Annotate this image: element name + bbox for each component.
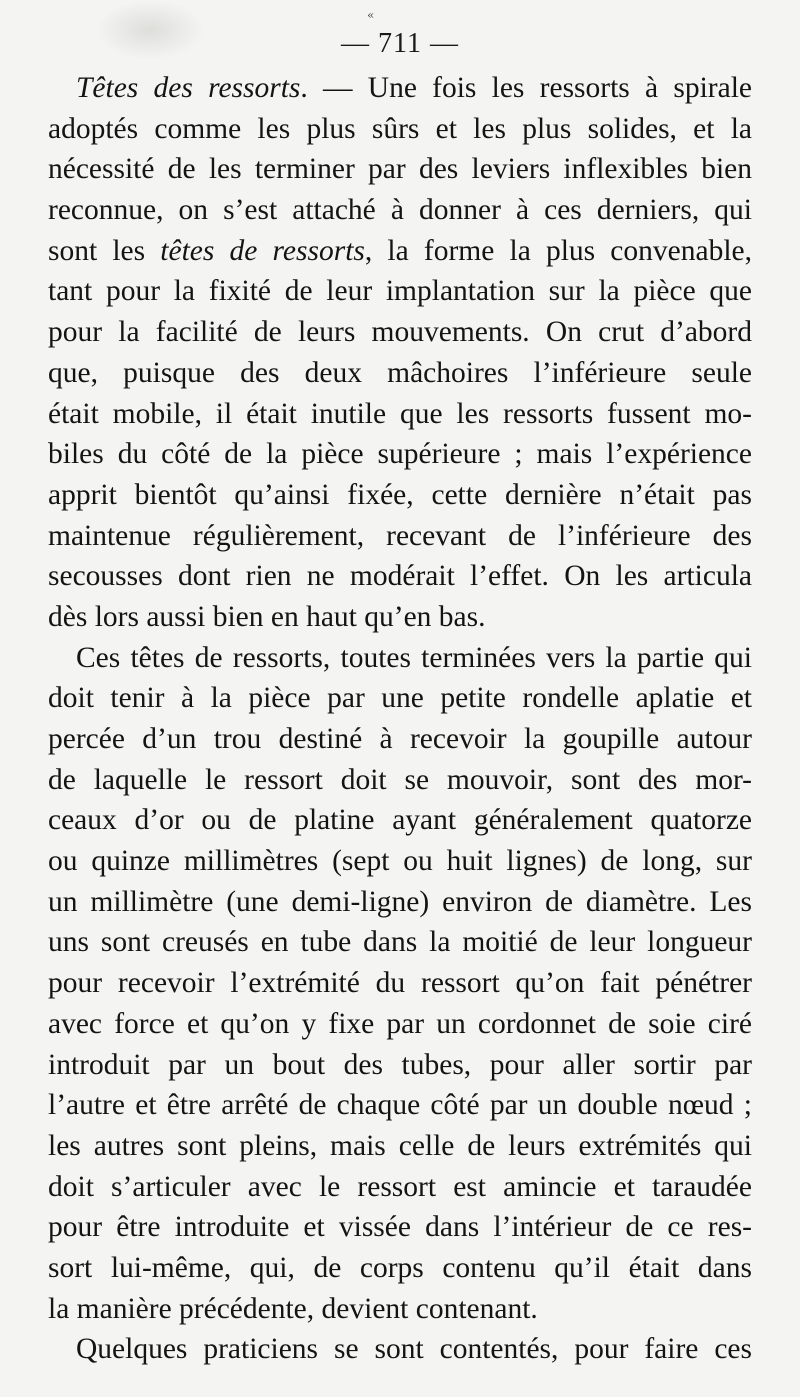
corner-mark: « [367, 8, 375, 22]
text-line: apprit bientôt qu’ainsi fixée, cette dernière n’était pas [48, 478, 752, 511]
text-line: secousses dont rien ne modérait l’effet. On les articula [48, 560, 752, 593]
text-line: que, puisque des deux mâchoires l’inférieure seule [48, 356, 752, 389]
text-line: maintenue régulièrement, recevant de l’inférieure des [48, 519, 752, 552]
text-line: biles du côté de la pièce supérieure ; mais l’expérience [48, 438, 752, 471]
body-text [48, 68, 752, 1370]
text-line: pour être introduite et vissée dans l’intérieur de ce res- [48, 1211, 752, 1244]
text-line: tant pour la fixité de leur implantation sur la pièce que [48, 275, 752, 308]
text-line: doit tenir à la pièce par une petite rondelle aplatie et [48, 682, 752, 715]
text-line: adoptés comme les plus sûrs et les plus solides, et la [48, 112, 752, 145]
text-line: uns sont creusés en tube dans la moitié de leur longueur [48, 926, 752, 959]
text-line: pour recevoir l’extrémité du ressort qu’on fait pénétrer [48, 967, 752, 1000]
text-line: avec force et qu’on y fixe par un cordonnet de soie ciré [48, 1007, 752, 1040]
text-line: de laquelle le ressort doit se mouvoir, sont des mor- [48, 763, 752, 796]
text-line: l’autre et être arrêté de chaque côté par un double nœud ; [48, 1089, 752, 1122]
text-line: la manière précédente, devient contenant. [48, 1292, 538, 1325]
text-line: reconnue, on s’est attaché à donner à ces derniers, qui [48, 194, 752, 227]
text-line: sort lui-même, qui, de corps contenu qu’il était dans [48, 1251, 752, 1284]
text-line: ou quinze millimètres (sept ou huit lignes) de long, sur [48, 845, 752, 878]
text-line: doit s’articuler avec le ressort est amincie et taraudée [48, 1170, 752, 1203]
text-line: un millimètre (une demi-ligne) environ de diamètre. Les [48, 885, 752, 918]
text-line: les autres sont pleins, mais celle de leurs extrémités qui [48, 1129, 752, 1162]
text-line: percée d’un trou destiné à recevoir la goupille autour [48, 723, 752, 755]
text-line: nécessité de les terminer par des leviers inflexibles bien [48, 153, 752, 186]
text-line: sont les têtes de ressorts, la forme la plus convenable, [48, 234, 753, 267]
text-line: Ces têtes de ressorts, toutes terminées vers la partie qui [76, 641, 752, 674]
text-line: Têtes des ressorts. — Une fois les ressorts à spirale [76, 72, 752, 104]
text-line: dès lors aussi bien en haut qu’en bas. [48, 600, 486, 633]
text-line: introduit par un bout des tubes, pour aller sortir par [48, 1048, 752, 1081]
text-line: Quelques praticiens se sont contentés, pour faire ces [76, 1333, 752, 1366]
page-number: — 711 — [341, 28, 459, 59]
text-line: pour la facilité de leurs mouvements. On crut d’abord [48, 316, 752, 349]
text-line: était mobile, il était inutile que les ressorts fussent mo- [48, 397, 752, 430]
text-line: ceaux d’or ou de platine ayant généralement quatorze [48, 804, 752, 837]
